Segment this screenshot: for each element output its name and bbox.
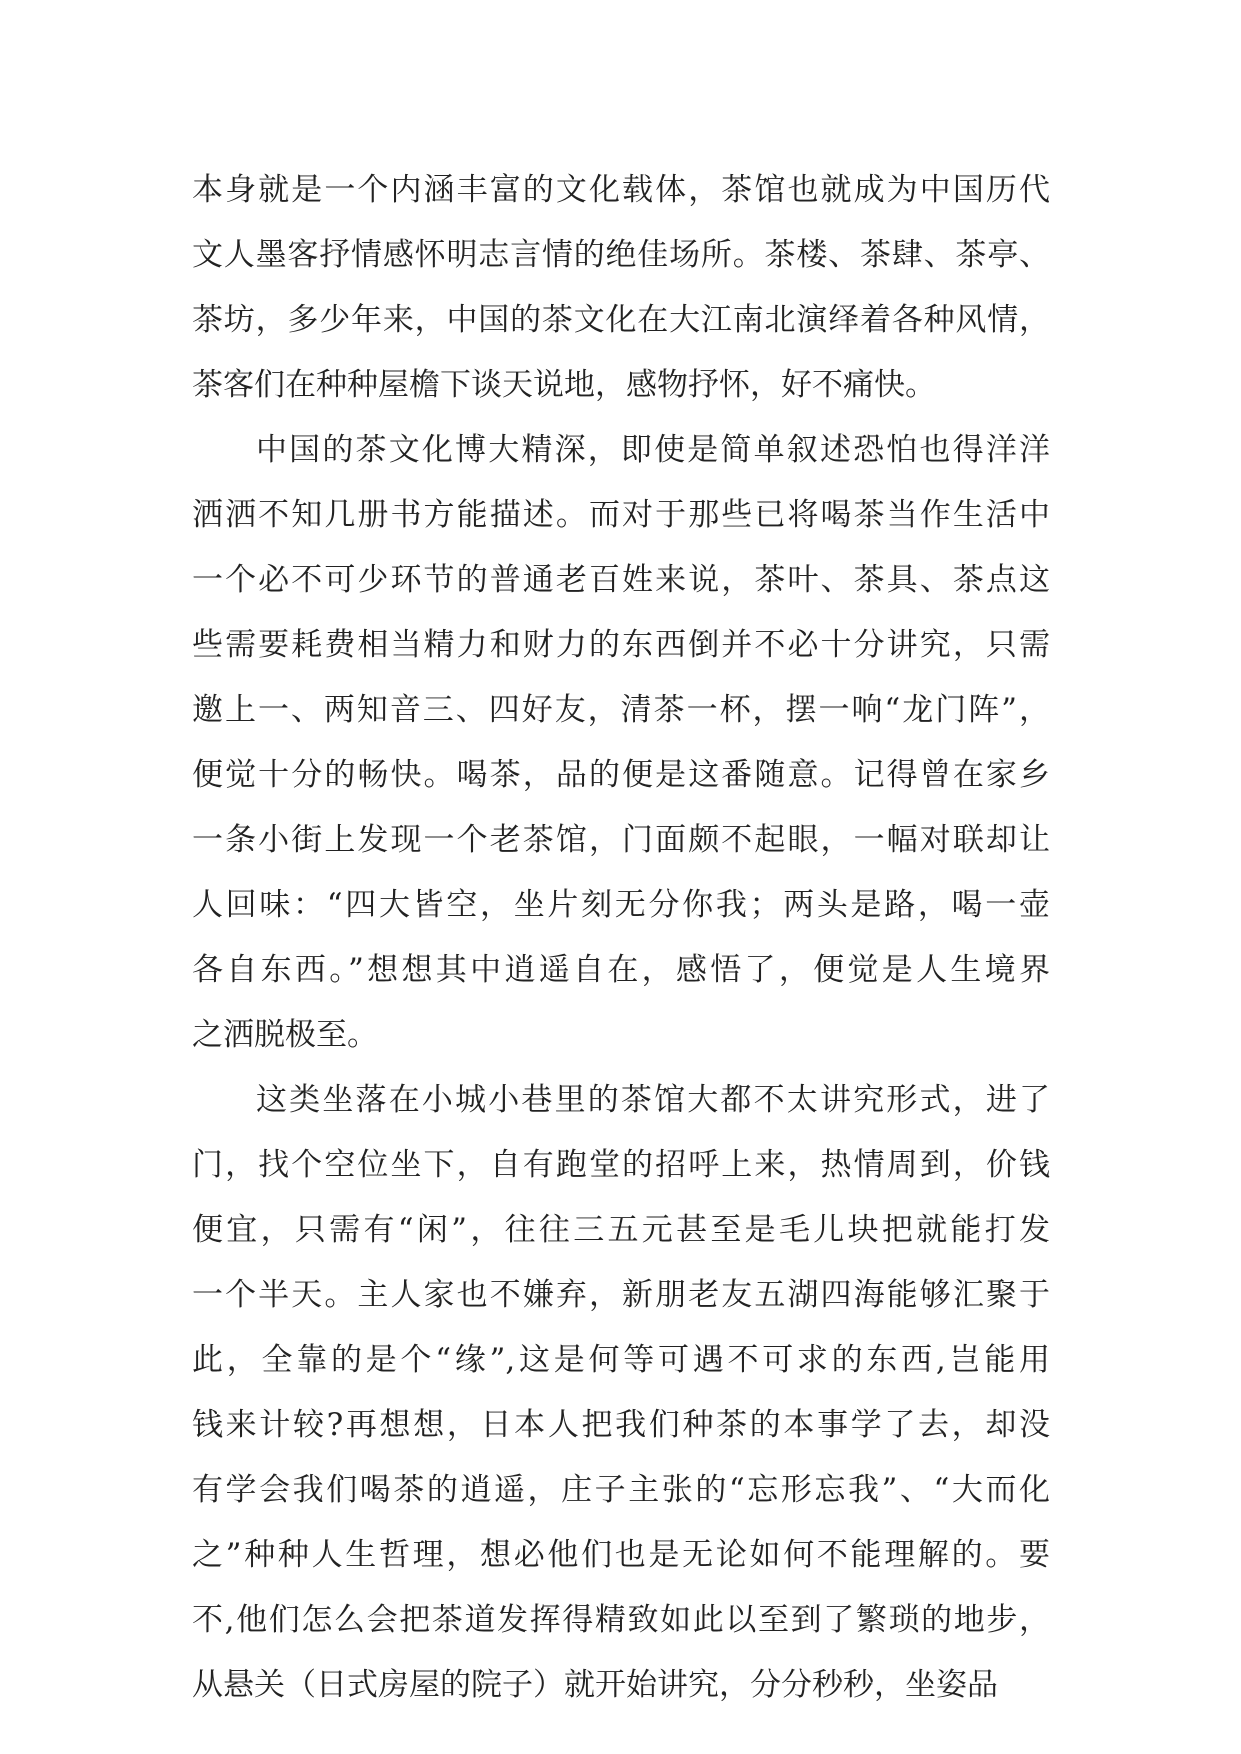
text-line: 邀上一、两知音三、四好友，清茶一杯，摆一响“龙门阵”， xyxy=(192,692,1050,728)
text-line: 之”种种人生哲理，想必他们也是无论如何不能理解的。要 xyxy=(192,1537,1050,1573)
text-line: 各自东西。”想想其中逍遥自在，感悟了，便觉是人生境界 xyxy=(192,952,1050,988)
body-text xyxy=(192,158,1050,1718)
text-line: 不,他们怎么会把茶道发挥得精致如此以至到了繁琐的地步， xyxy=(192,1602,1050,1638)
text-line: 之洒脱极至。 xyxy=(192,1017,378,1053)
text-line: 一个半天。主人家也不嫌弃，新朋老友五湖四海能够汇聚于 xyxy=(192,1277,1050,1313)
text-line: 茶坊，多少年来，中国的茶文化在大江南北演绎着各种风情， xyxy=(192,302,1050,338)
text-line: 一条小街上发现一个老茶馆，门面颇不起眼，一幅对联却让 xyxy=(192,822,1050,858)
text-line-first: 中国的茶文化博大精深，即使是简单叙述恐怕也得洋洋 xyxy=(256,432,1050,468)
text-line: 从悬关（日式房屋的院子）就开始讲究，分分秒秒，坐姿品 xyxy=(192,1667,998,1703)
text-line: 本身就是一个内涵丰富的文化载体，茶馆也就成为中国历代 xyxy=(192,172,1050,208)
text-line: 洒洒不知几册书方能描述。而对于那些已将喝茶当作生活中 xyxy=(192,497,1050,533)
text-line: 一个必不可少环节的普通老百姓来说，茶叶、茶具、茶点这 xyxy=(192,562,1050,598)
text-line: 门，找个空位坐下，自有跑堂的招呼上来，热情周到，价钱 xyxy=(192,1147,1050,1183)
text-line: 便觉十分的畅快。喝茶，品的便是这番随意。记得曾在家乡 xyxy=(192,757,1050,793)
text-line: 些需要耗费相当精力和财力的东西倒并不必十分讲究，只需 xyxy=(192,627,1050,663)
text-line: 文人墨客抒情感怀明志言情的绝佳场所。茶楼、茶肆、茶亭、 xyxy=(192,237,1050,273)
text-line: 便宜，只需有“闲”，往往三五元甚至是毛儿块把就能打发 xyxy=(192,1212,1050,1248)
text-line-first: 这类坐落在小城小巷里的茶馆大都不太讲究形式，进了 xyxy=(256,1082,1050,1118)
text-line: 有学会我们喝茶的逍遥，庄子主张的“忘形忘我”、“大而化 xyxy=(192,1472,1050,1508)
text-line: 茶客们在种种屋檐下谈天说地，感物抒怀，好不痛快。 xyxy=(192,367,936,403)
text-line: 此，全靠的是个“缘”,这是何等可遇不可求的东西,岂能用 xyxy=(192,1342,1050,1378)
text-line: 人回味：“四大皆空，坐片刻无分你我；两头是路，喝一壶 xyxy=(192,887,1050,923)
text-line: 钱来计较?再想想，日本人把我们种茶的本事学了去，却没 xyxy=(192,1407,1050,1443)
